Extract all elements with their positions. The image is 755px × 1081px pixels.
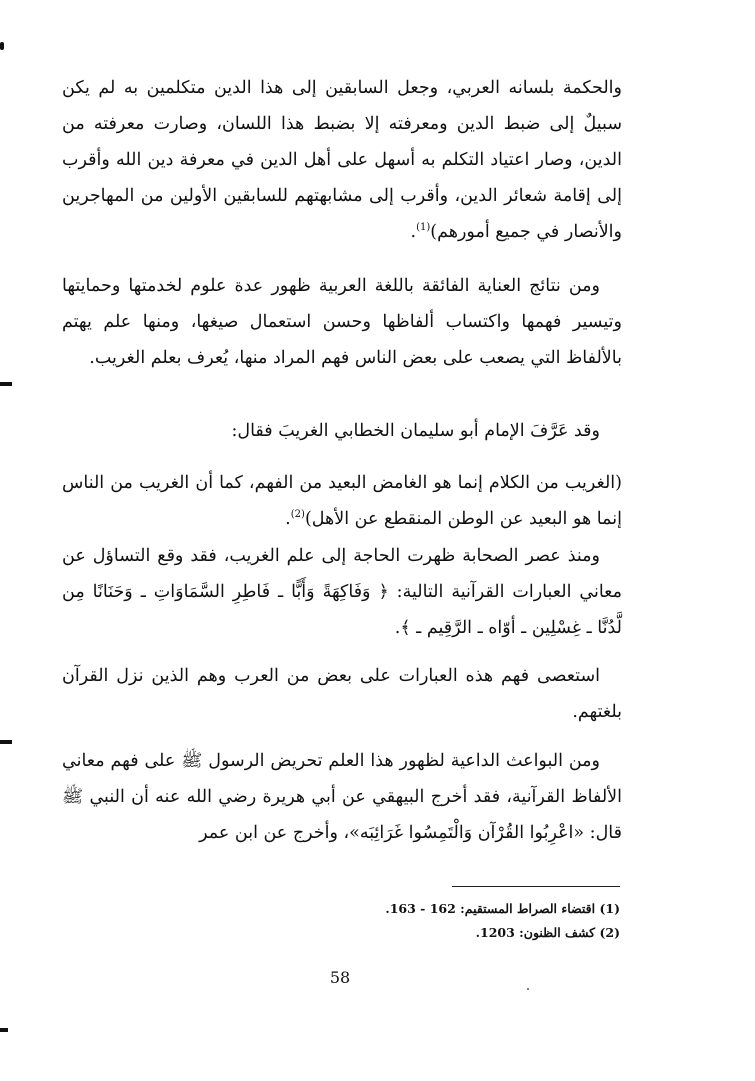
paragraph-2 <box>62 268 622 376</box>
paragraph-1-text: والحكمة بلسانه العربي، وجعل السابقين إلى هذا الدين متكلمين به لم يكن سبيلٌ إلى ضبط الدين ومعرفته إلا بضبط هذا اللسان، وصارت معرفته من الدين، وصار اعتياد التكلم به أسهل على أهل الدين في معرفة دين الله وأقرب إلى إقامة شعائر الدين، وأقرب إلى مشابهتهم للسابقين الأولين من المهاجرين والأنصار في جميع أمورهم) <box>62 78 622 242</box>
scan-mark <box>0 42 4 50</box>
scan-speck <box>527 988 529 990</box>
paragraph-7 <box>62 743 622 851</box>
page-number: 58 <box>329 968 351 987</box>
footnote-1: (1) اقتضاء الصراط المستقيم: 162 - 163. <box>385 901 620 916</box>
footnote-2: (2) كشف الظنون: 1203. <box>475 925 620 940</box>
paragraph-5-text: ومنذ عصر الصحابة ظهرت الحاجة إلى علم الغريب، فقد وقع التساؤل عن معاني العبارات القرآنية التالية: ﴿ وَفَاكِهَةً وَأَبًّا ـ فَاطِرِ السَّمَاوَاتِ ـ وَحَنَانًا مِن لَّدُنَّا ـ غِسْلِين ـ أوّاه ـ الرَّقِيم ـ ﴾. <box>62 546 622 638</box>
paragraph-2-text: ومن نتائج العناية الفائقة باللغة العربية ظهور عدة علوم لخدمتها وحمايتها وتيسير فهمها واكتساب ألفاظها وحسن استعمال صيغها، ومنها علم يهتم بالألفاظ التي يصعب على بعض الناس فهم المراد منها، يُعرف بعلم الغريب. <box>62 276 622 368</box>
paragraph-6 <box>62 658 622 730</box>
scan-mark <box>0 740 12 744</box>
footnote-ref-1[interactable]: (1) <box>416 222 431 234</box>
paragraph-6-text: استعصى فهم هذه العبارات على بعض من العرب وهم الذين نزل القرآن بلغتهم. <box>62 666 622 722</box>
scan-mark <box>0 1028 8 1032</box>
paragraph-4-text: (الغريب من الكلام إنما هو الغامض البعيد من الفهم، كما أن الغريب من الناس إنما هو البعيد عن الوطن المنقطع عن الأهل) <box>62 473 622 529</box>
footnote-divider <box>452 886 620 887</box>
paragraph-7-text: ومن البواعث الداعية لظهور هذا العلم تحريض الرسول ﷺ على فهم معاني الألفاظ القرآنية، فقد أخرج البيهقي عن أبي هريرة رضي الله عنه أن النبي ﷺ قال: «اعْرِبُوا القُرْآن وَالْتَمِسُوا غَرَائِبَه»، وأخرج عن ابن عمر <box>62 751 622 843</box>
scan-mark <box>0 382 12 386</box>
footnotes <box>300 897 620 945</box>
paragraph-1-end: . <box>410 222 417 242</box>
paragraph-1 <box>62 70 622 250</box>
footnote-ref-2[interactable]: (2) <box>290 509 305 521</box>
paragraph-5 <box>62 538 622 646</box>
paragraph-3-text: وقد عَرَّفَ الإمام أبو سليمان الخطابي الغريبَ فقال: <box>231 421 600 441</box>
paragraph-4-end: . <box>285 509 291 529</box>
paragraph-3 <box>62 413 622 449</box>
paragraph-4-quote <box>62 465 622 537</box>
